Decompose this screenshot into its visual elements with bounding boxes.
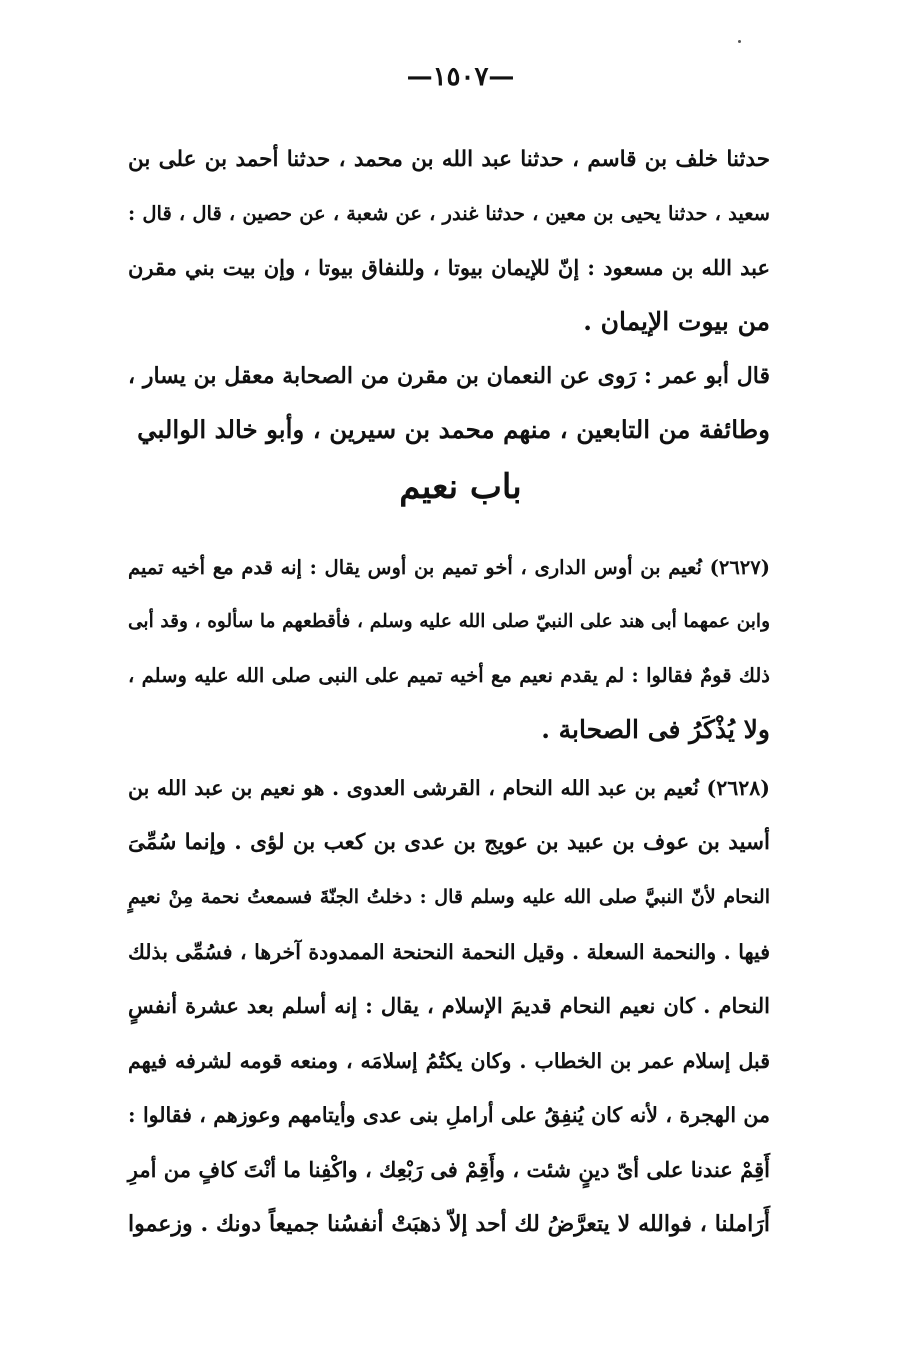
text-line: ذلك قومٌ فقالوا : لم يقدم نعيم مع أخيه تميم على النبى صلى الله عليه وسلم ، (128, 664, 770, 687)
text-line: أَقِمْ عندنا على أىّ دينٍ شئت ، وأَقِمْ فى رَبْعِك ، واكْفِنا ما أنْتَ كافٍ من أمرِ (127, 1156, 770, 1182)
text-line: فيها . والنحمة السعلة . وقيل النحمة النحنحة الممدودة آخرها ، فسُمِّى بذلك (128, 939, 770, 964)
text-line: وابن عمهما أبى هند على النبيّ صلى الله عليه وسلم ، فأقطعهم ما سألوه ، وقد أبى (128, 611, 770, 632)
text-line: من الهجرة ، لأنه كان يُنفِقُ على أراملِ بنى عدى وأيتامهم وعوزهم ، فقالوا : (128, 1103, 770, 1127)
section-heading: باب نعيم (399, 467, 522, 507)
text-line: أَرَاملنا ، فوالله لا يتعرَّضُ لك أحد إلاّ ذهبَتْ أنفسُنا جميعاً دونك . وزعموا (128, 1211, 770, 1237)
narration-paragraph (128, 349, 770, 457)
ink-speck (738, 40, 741, 43)
text-line: عبد الله بن مسعود : إنّ للإيمان بيوتا ، وللنفاق بيوتا ، وإن بيت بني مقرن (128, 255, 770, 280)
text-line: أسيد بن عوف بن عبيد بن عويج بن عدى بن كعب بن لؤى . وإنما سُمِّىَ (128, 829, 770, 855)
text-line: (٢٦٢٧) نُعيم بن أوس الدارى ، أخو تميم بن أوس يقال : إنه قدم مع أخيه تميم (128, 556, 770, 579)
text-line: قبل إسلام عمر بن الخطاب . وكان يكتُمُ إسلامَه ، ومنعه قومه لشرفه فيهم (128, 1048, 770, 1073)
text-line: النحام . كان نعيم النحام قديمَ الإسلام ، يقال : إنه أسلم بعد عشرة أنفسٍ (128, 993, 770, 1018)
text-line: من بيوت الإيمان . (583, 307, 770, 336)
text-line: وطائفة من التابعين ، منهم محمد بن سيرين ، وأبو خالد الوالبي (137, 415, 770, 444)
text-line: (٢٦٢٨) نُعيم بن عبد الله النحام ، القرشى العدوى . هو نعيم بن عبد الله بن (128, 776, 770, 800)
text-line: حدثنا خلف بن قاسم ، حدثنا عبد الله بن محمد ، حدثنا أحمد بن على بن (128, 147, 770, 172)
entry-2628 (128, 761, 770, 1252)
text-line: قال أبو عمر : رَوى عن النعمان بن مقرن من الصحابة معقل بن يسار ، (128, 363, 770, 389)
text-line: ولا يُذْكَرُ فى الصحابة . (541, 715, 770, 744)
page-number: —١٥٠٧— (406, 62, 515, 92)
hadith-paragraph (128, 133, 770, 349)
text-line: النحام لأنّ النبيَّ صلى الله عليه وسلم قال : دخلتُ الجنّةَ فسمعتُ نحمة مِنْ نعيمٍ (128, 886, 770, 908)
entry-2627 (128, 541, 770, 757)
text-line: سعيد ، حدثنا يحيى بن معين ، حدثنا غندر ، عن شعبة ، عن حصين ، قال ، قال : (128, 202, 770, 225)
